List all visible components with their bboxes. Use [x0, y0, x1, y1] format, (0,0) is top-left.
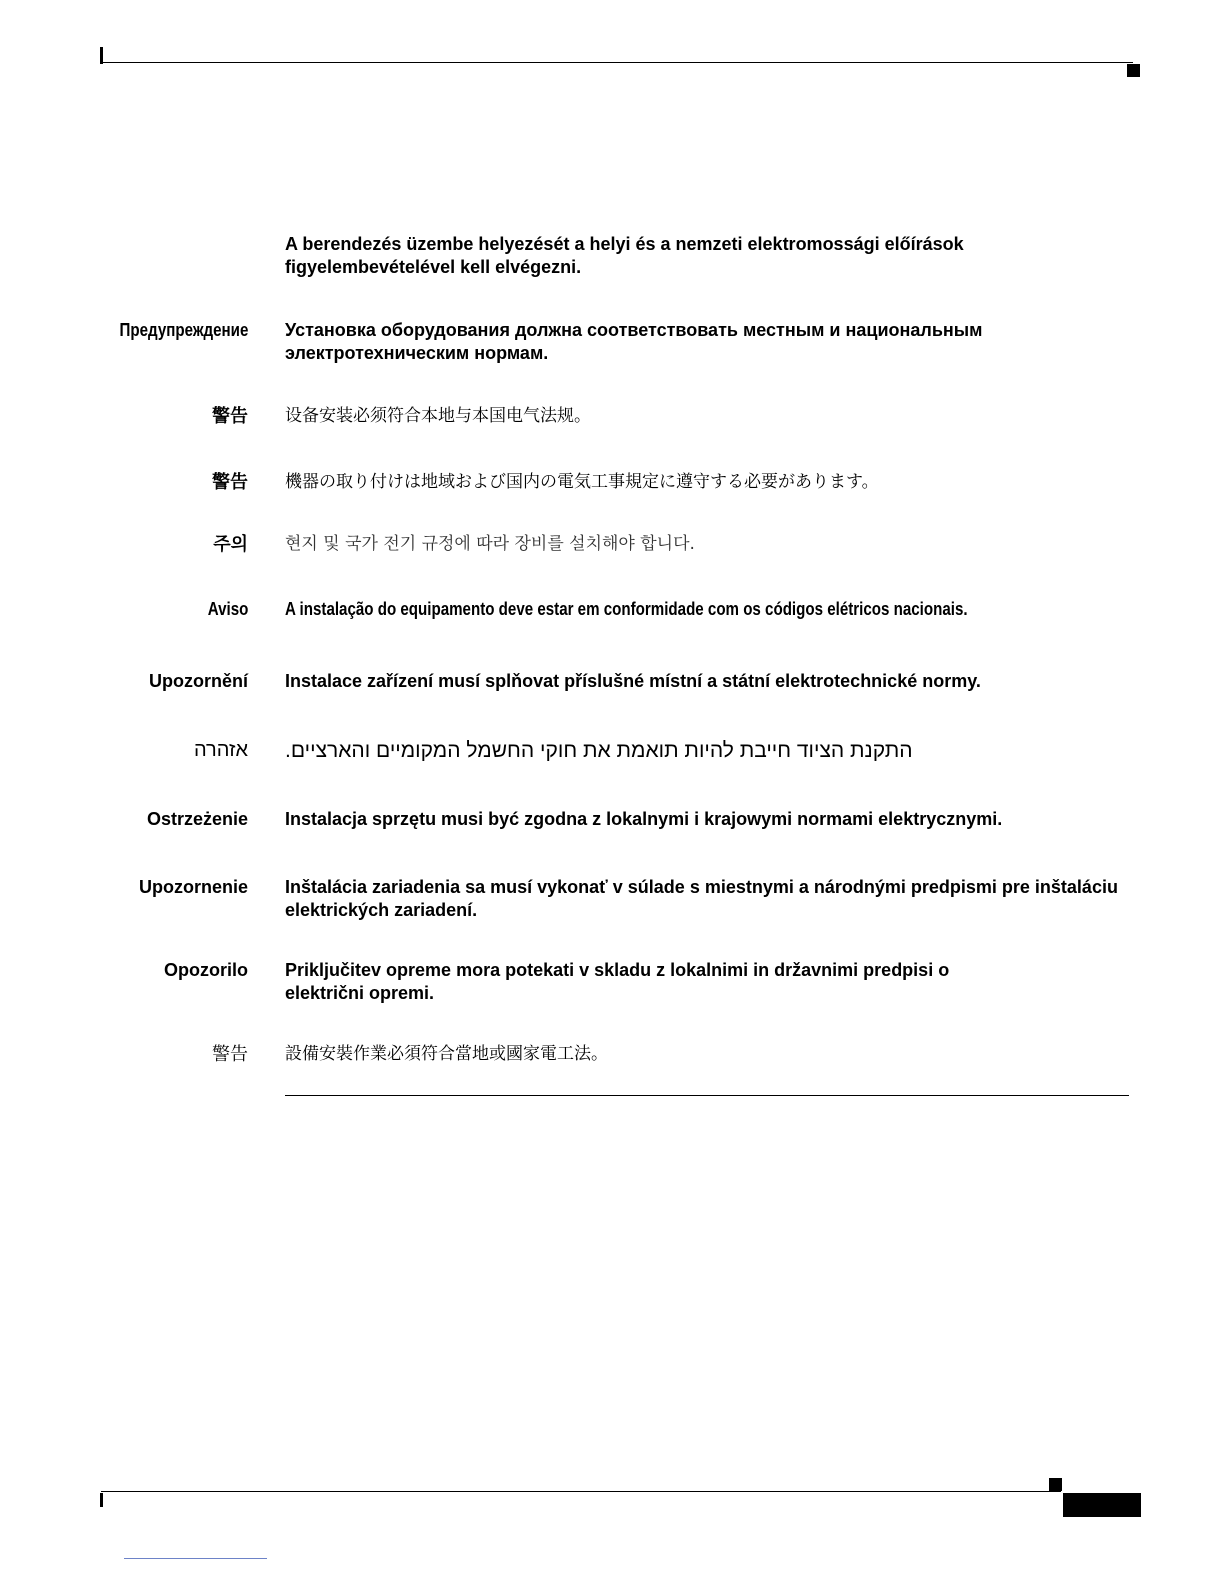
warning-text: 機器の取り付けは地域および国内の電気工事規定に遵守する必要があります。 [285, 472, 879, 492]
warning-label: Upozornenie [138, 877, 248, 897]
footer-left-tick [100, 1493, 103, 1507]
footer-marker-square [1049, 1478, 1062, 1491]
section-end-rule [285, 1095, 1129, 1096]
warning-label: Upozornění [149, 671, 248, 691]
warning-label: 警告 [212, 472, 248, 492]
warning-text: Instalacja sprzętu musi być zgodna z lokalnymi i krajowymi normami elektrycznymi. [285, 809, 1003, 829]
warning-label: Aviso [207, 599, 248, 619]
warning-label: Ostrzeżenie [146, 809, 248, 829]
warning-label: 주의 [213, 534, 248, 554]
page-number-tab [1063, 1493, 1141, 1517]
header-left-tick [100, 47, 103, 64]
warning-text: Instalace zařízení musí splňovat příslušné místní a státní elektrotechnické normy. [285, 671, 981, 691]
warning-label: Предупреждение [119, 320, 248, 340]
warning-text: 设备安装必须符合本地与本国电气法规。 [285, 406, 591, 426]
footer-rule [101, 1491, 1061, 1492]
warning-text: A berendezés üzembe helyezését a helyi és a nemzeti elektromossági előírások figyelembevételével kell elvégezni. [285, 234, 964, 277]
warning-text: התקנת הציוד חייבת להיות תואמת את חוקי החשמל המקומיים והארציים. [285, 739, 913, 762]
footer-link-underline[interactable] [124, 1558, 267, 1559]
warning-text: Priključitev opreme mora potekati v skladu z lokalnimi in državnimi predpisi o električni opremi. [285, 960, 950, 1003]
header-rule [101, 62, 1133, 63]
header-marker-square [1127, 64, 1140, 77]
warning-label: 警告 [212, 406, 248, 426]
warning-text: A instalação do equipamento deve estar em conformidade com os códigos elétricos nacionais. [285, 599, 968, 619]
warning-label: 警告 [212, 1044, 248, 1064]
warning-label: אזהרה [193, 739, 248, 761]
warning-text: Установка оборудования должна соответствовать местным и национальным электротехническим нормам. [285, 320, 983, 363]
warning-text: 設備安裝作業必須符合當地或國家電工法。 [285, 1044, 608, 1064]
warning-label: Opozorilo [164, 960, 248, 980]
warning-text: 현지 및 국가 전기 규정에 따라 장비를 설치해야 합니다. [285, 534, 695, 554]
warning-text: Inštalácia zariadenia sa musí vykonať v súlade s miestnymi a národnými predpismi pre inštaláciu elektrických zariadení. [285, 877, 1118, 920]
